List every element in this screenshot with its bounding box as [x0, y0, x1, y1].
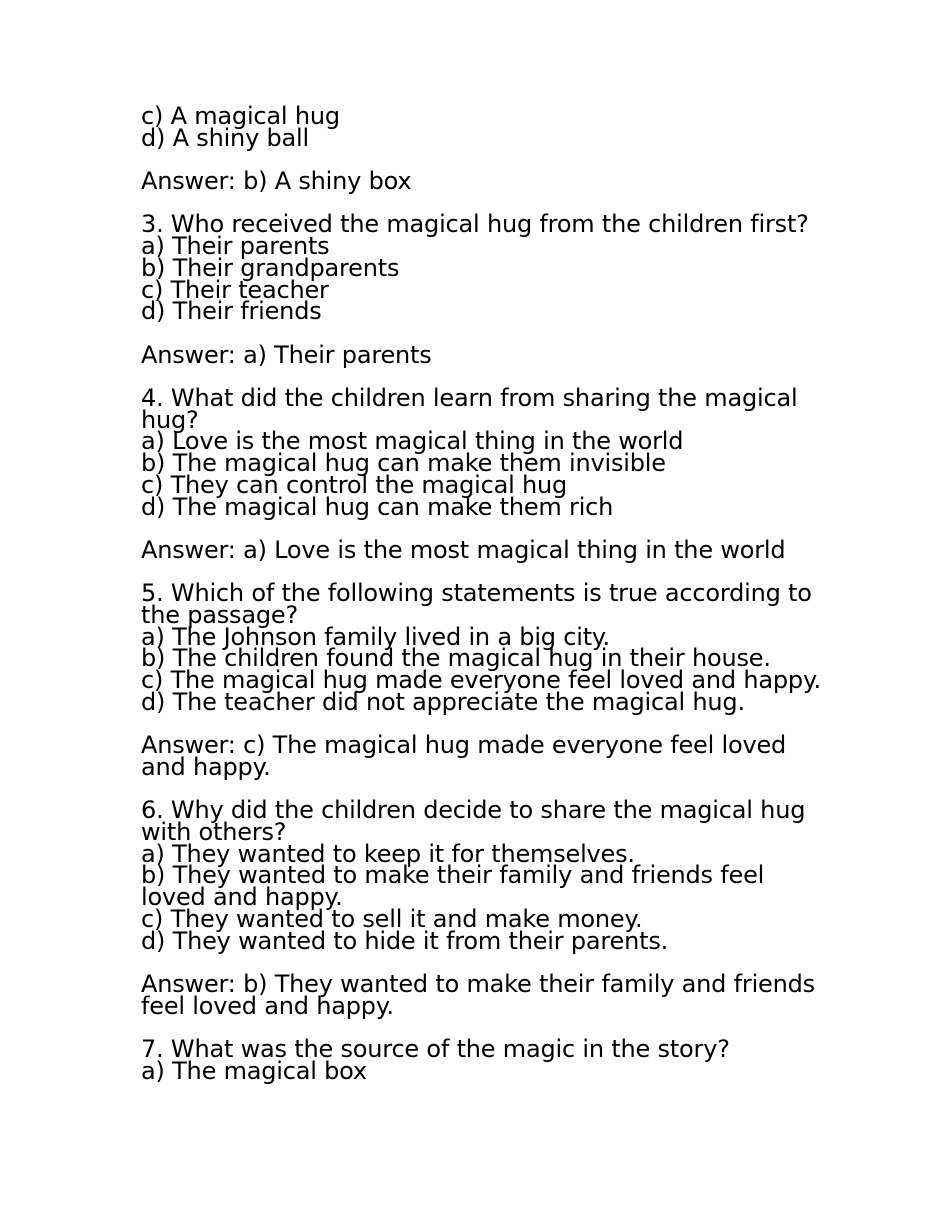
option-text: d) They wanted to hide it from their parents.: [141, 926, 669, 955]
option-text: a) Their parents: [141, 232, 330, 261]
document-page: [141, 102, 821, 1104]
option-text: c) The magical hug made everyone feel loved and happy.: [141, 666, 821, 695]
answer-text: Answer: a) Their parents: [141, 340, 432, 369]
question-text: 5. Which of the following statements is true according to the passage?: [141, 579, 812, 630]
option-text: a) The magical box: [141, 1056, 367, 1085]
question-block: [141, 796, 821, 955]
question-text: 3. Who received the magical hug from the children first?: [141, 210, 809, 239]
answer-text: Answer: c) The magical hug made everyone feel loved and happy.: [141, 731, 787, 781]
option-text: b) The magical hug can make them invisible: [141, 449, 666, 478]
option-text: a) The Johnson family lived in a big city.: [141, 622, 610, 651]
answer-text: Answer: b) They wanted to make their family and friends feel loved and happy.: [141, 969, 815, 1020]
question-text: 4. What did the children learn from sharing the magical hug?: [141, 384, 798, 434]
option-text: d) A shiny ball: [141, 123, 309, 152]
option-text: c) A magical hug: [141, 102, 340, 130]
option-text: d) The magical hug can make them rich: [141, 492, 614, 521]
question-text: 7. What was the source of the magic in the story?: [141, 1035, 730, 1064]
answer-block: [141, 167, 821, 196]
answer-block: [141, 969, 821, 1020]
answer-block: [141, 535, 821, 564]
option-text: c) Their teacher: [141, 275, 329, 304]
option-text: b) The children found the magical hug in their house.: [141, 644, 771, 673]
option-text: b) Their grandparents: [141, 253, 400, 282]
option-text: c) They can control the magical hug: [141, 470, 568, 499]
question-text: 6. Why did the children decide to share the magical hug with others?: [141, 796, 806, 847]
option-text: b) They wanted to make their family and friends feel loved and happy.: [141, 861, 765, 912]
question-block: [141, 210, 821, 326]
option-text: a) They wanted to keep it for themselves.: [141, 839, 635, 868]
quiz-content: [141, 102, 821, 1085]
option-text: c) They wanted to sell it and make money.: [141, 904, 643, 933]
answer-block: [141, 731, 821, 781]
answer-text: Answer: b) A shiny box: [141, 167, 412, 196]
question-block: [141, 579, 821, 716]
option-text: a) Love is the most magical thing in the world: [141, 427, 684, 456]
answer-block: [141, 340, 821, 369]
question-block: [141, 384, 821, 521]
option-text: d) The teacher did not appreciate the magical hug.: [141, 687, 745, 716]
answer-text: Answer: a) Love is the most magical thing in the world: [141, 535, 786, 564]
question-block: [141, 1035, 821, 1085]
options-block: [141, 102, 821, 152]
option-text: d) Their friends: [141, 297, 322, 326]
